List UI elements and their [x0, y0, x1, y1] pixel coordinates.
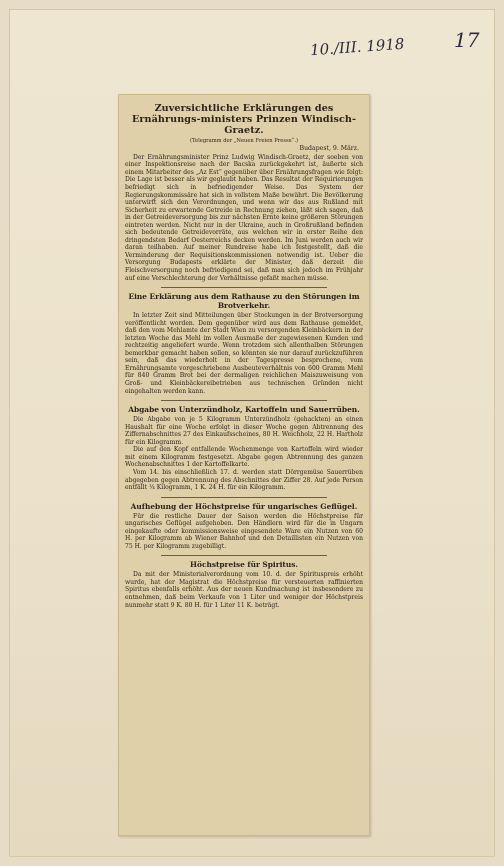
- telegram-note: (Telegramm der „Neuen Freien Presse“.): [189, 138, 299, 144]
- handwritten-date: 10./III. 1918: [309, 34, 405, 60]
- newspaper-clipping: [118, 94, 370, 836]
- section-paragraph: Vom 14. bis einschließlich 17. d. werden statt Dörrgemüse Sauerrüben abgegeben gegen Abtrennung des Abschnittes der Ziffer 28. Auf jede Person entfällt ¼ Kilogramm, 1 K. 24 H. für ein Kilogramm.: [125, 468, 363, 492]
- section-paragraph: In letzter Zeit sind Mitteilungen über Stockungen in der Brotversorgung veröffentlicht worden. Dem gegenüber wird aus dem Rathause gemeldet, daß den vom Mehlamte der Stadt Wien zu versorgenden Kleinbäckern in der letzten Woche das Mehl im vollen Ausmaße der zugewiesenen Kunden und rechtzeitig angeliefert wurde. Wenn trotzdem sich allenthalben Störungen bemerkbar gemacht haben sollen, so könnten sie nur darauf zurückzuführen sein, daß das wiederholt in der Tagespresse besprochene, vom Ernährungsamte vorgeschriebene Ausbeuteverhältnis von 600 Gramm Mehl für 840 Gramm Brot bei der dermaligen reichlichen Maiszuweisung von Groß- und Kleinbäckereibetrieben aus technischen Gründen nicht eingehalten werden kann.: [125, 312, 363, 395]
- section-divider: [161, 400, 327, 401]
- section-divider: [161, 287, 327, 288]
- section-divider: [161, 555, 327, 556]
- article-headline: Zuversichtliche Erklärungen des Ernährungs-ministers Prinzen Windisch-Graetz.: [131, 103, 357, 136]
- article-paragraph: Der Ernährungsminister Prinz Ludwig Windisch-Graetz, der soeben von einer Inspektionsreise nach der Bacska zurückgekehrt ist, äußerte sich einem Mitarbeiter des „Az Est“ gegenüber über Ernährungsfragen wie folgt: Die Lage ist besser als wir geglaubt haben. Das Resultat der Requirierungen befriedigt sich in befriedigender Weise. Das System der Regierungskommissäre hat sich in vollstem Maße bewährt. Die Bevölkerung unterwirft sich den Verordnungen, und wenn wir das aus Rußland mit Sicherheit zu erwartende Getreide in Rechnung ziehen, läßt sich sagen, daß in der Getreideversorgung bis zur nächsten Ernte keine größeren Störungen eintreten werden. Nicht nur in der Ukraine, auch in Großrußland befinden sich bedeutende Getreidevorräte, aus welchen wir in erster Reihe den dringendsten Bedarf Oesterreichs decken werden. Im Juni werden auch wir daran teilhaben. Auf meiner Rundreise habe ich festgestellt, daß die Verminderung der Requisitionskommissionen notwendig ist. Ueber die Versorgung Budapests erklärte der Minister, daß derzeit die Fleischversorgung noch befriedigend sei, daß man sich jedoch im Frühjahr auf eine Verschlechterung der Verhältnisse gefaßt machen müsse.: [125, 153, 363, 282]
- section-paragraph: Für die restliche Dauer der Saison werden die Höchstpreise für ungarisches Geflügel aufgehoben. Den Händlern wird für die in Ungarn eingekaufte oder kommissionsweise eingesendete Ware ein Nutzen von 60 H. per Kilogramm ab Wiener Bahnhof und den Detaillisten ein Nutzen von 75 H. per Kilogramm zugebilligt.: [125, 512, 363, 550]
- section-title-brotverkehr: Eine Erklärung aus dem Rathause zu den Störungen im Brotverkehr.: [128, 292, 360, 311]
- section-title-gefluegel: Aufhebung der Höchstpreise für ungarisches Geflügel.: [130, 501, 358, 511]
- section-title-spiritus: Höchstpreise für Spiritus.: [190, 560, 298, 570]
- handwritten-page-number: 17: [454, 28, 480, 52]
- section-paragraph: Die Abgabe von je 5 Kilogramm Unterzündholz (gehackten) an einen Haushalt für eine Woche erfolgt in dieser Woche gegen Abtrennung des Ziffernabschnittes 27 des Einkaufsscheines, 80 H. Weichholz, 22 H. Hartholz für ein Kilogramm.: [125, 416, 363, 446]
- section-title-unterzuendholz: Abgabe von Unterzündholz, Kartoffeln und Sauerrüben.: [128, 405, 360, 415]
- section-divider: [161, 497, 327, 498]
- section-paragraph: Die auf den Kopf entfallende Wochenmenge von Kartoffeln wird wieder mit einem Kilogramm festgesetzt. Abgabe gegen Abtrennung des ganzen Wochenabschnittes 1 der Kartoffelkarte.: [125, 446, 363, 469]
- dateline: Budapest, 9. März.: [299, 145, 359, 153]
- section-paragraph: Da mit der Ministerialverordnung vom 10. d. der Spirituspreis erhöht wurde, hat der Magistrat die Höchstpreise für versteuerten raffinierten Spiritus ebenfalls erhöht. Aus der neuen Kundmachung ist insbesondere zu entnehmen, daß beim Verkaufe von 1 Liter und weniger der Höchstpreis nunmehr statt 9 K. 80 H. für 1 Liter 11 K. beträgt.: [125, 571, 363, 609]
